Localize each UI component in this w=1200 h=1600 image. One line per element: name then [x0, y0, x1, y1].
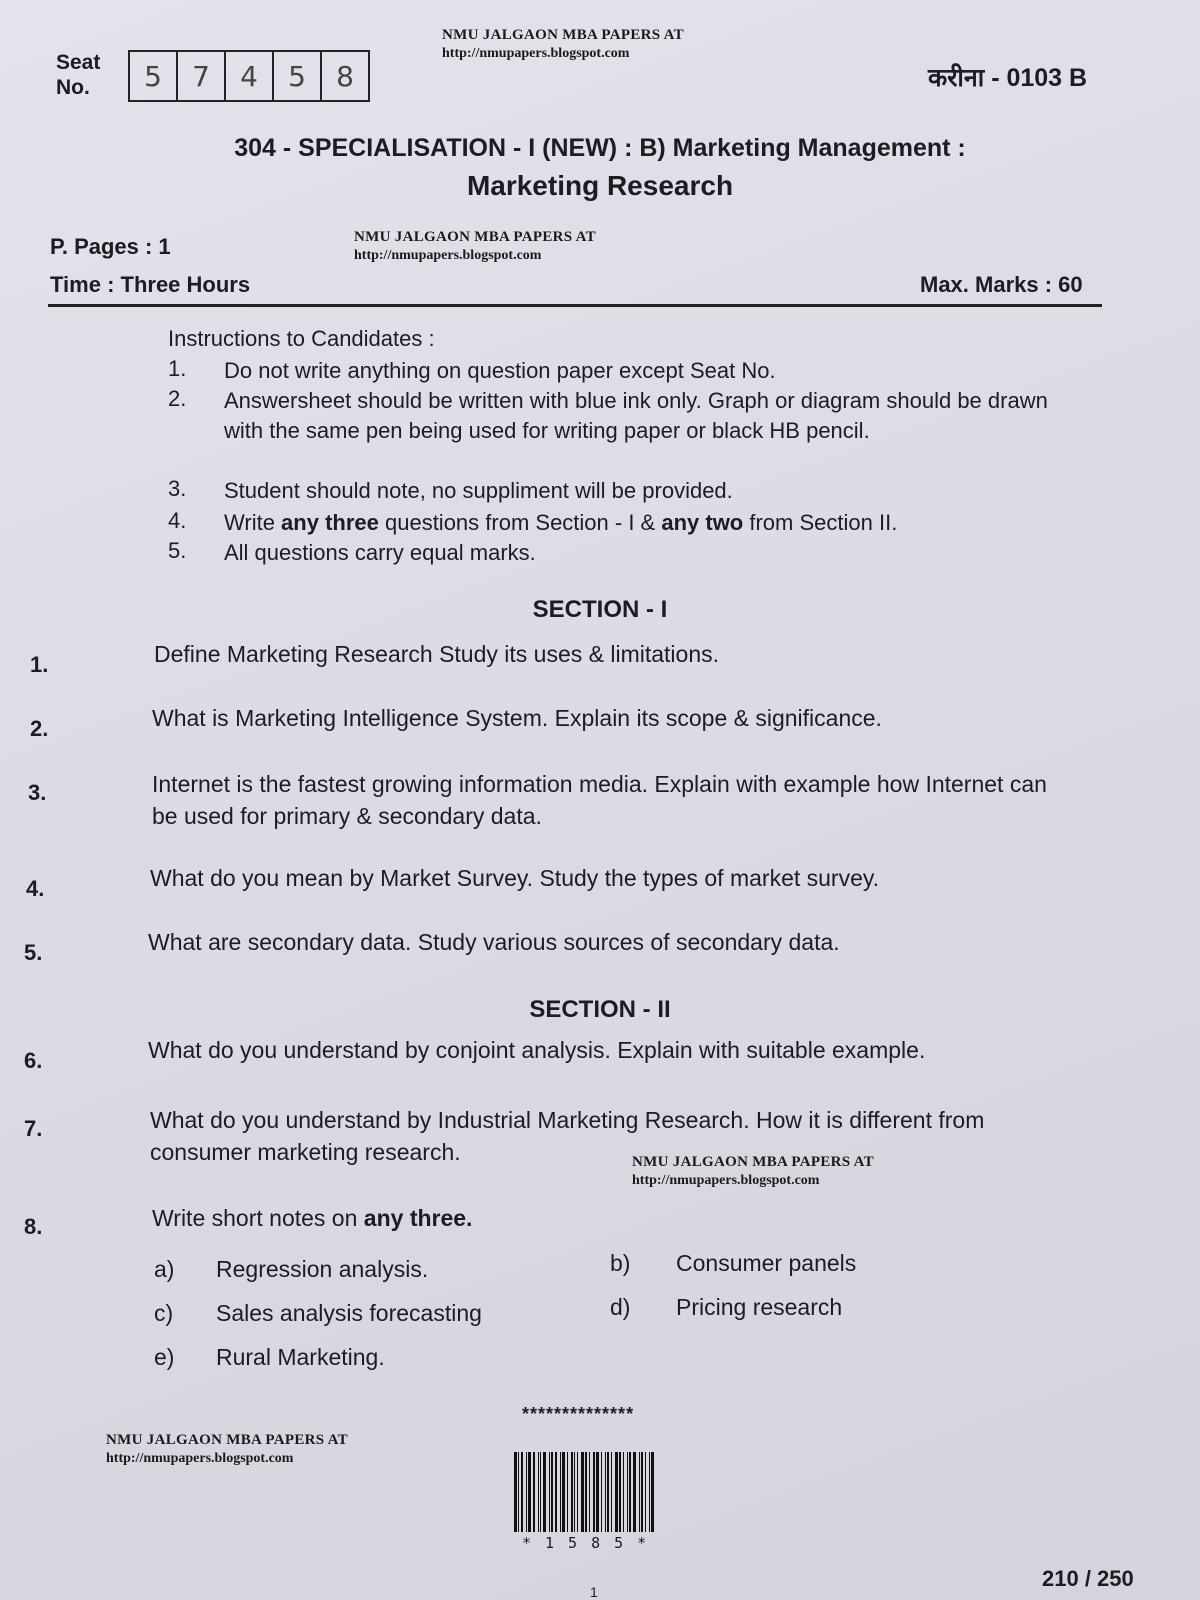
- watermark-url[interactable]: http://nmupapers.blogspot.com: [354, 247, 542, 263]
- instruction-number: 5.: [168, 538, 187, 563]
- watermark-bottom: [106, 1431, 348, 1467]
- option-item: [610, 1294, 842, 1321]
- barcode-bar: [615, 1452, 618, 1532]
- exam-time: Time : Three Hours: [50, 272, 251, 297]
- watermark-url[interactable]: http://nmupapers.blogspot.com: [442, 45, 630, 61]
- barcode-bar: [611, 1452, 612, 1532]
- question-number: 5.: [24, 940, 43, 965]
- barcode-bar: [589, 1452, 590, 1532]
- barcode-number: *1585*: [522, 1534, 661, 1552]
- watermark-top: [442, 26, 684, 62]
- barcode-bar: [601, 1452, 602, 1532]
- page-number: 1: [590, 1584, 598, 1600]
- instruction-text: [224, 508, 1124, 538]
- question-number: 4.: [26, 876, 45, 901]
- barcode-bar: [639, 1452, 640, 1532]
- option-item: [610, 1250, 856, 1277]
- barcode-bar: [577, 1452, 578, 1532]
- instruction-number: 4.: [168, 508, 187, 533]
- instruction-text: Answersheet should be written with blue ink only. Graph or diagram should be drawn with the same pen being used for writing paper or black HB pencil.: [224, 388, 1048, 443]
- barcode-bar: [551, 1452, 553, 1532]
- instruction-item: [168, 476, 1054, 506]
- instruction-item: [168, 386, 1054, 445]
- instructions-heading: Instructions to Candidates :: [168, 326, 435, 351]
- paper-count: 210 / 250: [1042, 1566, 1134, 1591]
- barcode-bar: [567, 1452, 568, 1532]
- seat-digit: 5: [274, 52, 322, 100]
- seat-label: [56, 50, 100, 100]
- seat-label-line2: No.: [56, 76, 90, 100]
- watermark-url[interactable]: http://nmupapers.blogspot.com: [106, 1450, 294, 1466]
- barcode-bar: [543, 1452, 546, 1532]
- barcode-bar: [623, 1452, 624, 1532]
- barcode-bar: [526, 1452, 527, 1532]
- option-letter: e): [154, 1344, 175, 1370]
- barcode-bar: [596, 1452, 599, 1532]
- question-text: What do you understand by conjoint analysis. Explain with suitable example.: [148, 1037, 926, 1063]
- watermark-title: NMU JALGAON MBA PAPERS AT: [106, 1432, 348, 1448]
- watermark-mid: [354, 228, 596, 264]
- watermark-title: NMU JALGAON MBA PAPERS AT: [632, 1154, 874, 1170]
- barcode-bar: [533, 1452, 535, 1532]
- barcode-bar: [581, 1452, 584, 1532]
- barcode-bar: [571, 1452, 573, 1532]
- barcode-bar: [555, 1452, 557, 1532]
- instruction-text: Student should note, no suppliment will be provided.: [224, 478, 733, 503]
- question-number: 2.: [30, 716, 49, 741]
- page-count: P. Pages : 1: [50, 234, 171, 259]
- instruction-text-part: Write: [224, 510, 282, 535]
- paper-title: 304 - SPECIALISATION - I (NEW) : B) Marketing Management :: [234, 134, 966, 162]
- option-letter: b): [610, 1250, 631, 1276]
- question-text: What are secondary data. Study various sources of secondary data.: [148, 929, 840, 955]
- instruction-number: 3.: [168, 476, 187, 501]
- paper-code: करीना - 0103 B: [928, 64, 1088, 92]
- barcode-bar: [619, 1452, 621, 1532]
- question-text: Define Marketing Research Study its uses & limitations.: [154, 641, 720, 667]
- instruction-item: [168, 356, 1054, 386]
- barcode-bar: [538, 1452, 539, 1532]
- barcode-bar: [528, 1452, 531, 1532]
- question-number: 1.: [30, 652, 49, 677]
- barcode-bar: [605, 1452, 606, 1532]
- barcode-bar: [562, 1452, 565, 1532]
- question-text: What do you understand by Industrial Marketing Research. How it is different from consumer marketing research.: [150, 1107, 985, 1166]
- option-item: [154, 1256, 428, 1283]
- barcode-bar: [574, 1452, 575, 1532]
- seat-digit: 4: [226, 52, 274, 100]
- instruction-number: 2.: [168, 386, 187, 411]
- question-text-part: Write short notes on: [152, 1205, 364, 1231]
- max-marks: Max. Marks : 60: [920, 272, 1083, 297]
- option-item: [154, 1344, 385, 1371]
- barcode-bar: [645, 1452, 646, 1532]
- section-1-heading: SECTION - I: [532, 596, 668, 623]
- barcode-bar: [651, 1452, 654, 1532]
- question-emphasis: any three.: [363, 1205, 473, 1231]
- question-number: 8.: [24, 1214, 43, 1239]
- option-text: Rural Marketing.: [216, 1344, 385, 1370]
- instruction-text-part: from Section II.: [743, 510, 898, 535]
- barcode-bar: [607, 1452, 609, 1532]
- question-text: [152, 1202, 1072, 1234]
- barcode-bar: [641, 1452, 643, 1532]
- option-text: Consumer panels: [676, 1250, 857, 1276]
- instruction-item: [168, 538, 1054, 568]
- barcode-bar: [560, 1452, 561, 1532]
- seat-label-line1: Seat: [56, 51, 101, 74]
- instruction-number: 1.: [168, 356, 187, 381]
- barcode-bar: [627, 1452, 628, 1532]
- seat-digit: 8: [336, 59, 354, 93]
- barcode-bar: [521, 1452, 523, 1532]
- option-letter: a): [154, 1256, 175, 1282]
- barcode-bar: [514, 1452, 517, 1532]
- question-text: Internet is the fastest growing information media. Explain with example how Internet can be used for primary & secondary data.: [152, 771, 1047, 830]
- seat-digit: 7: [178, 52, 226, 100]
- seat-digit: 5: [130, 52, 178, 100]
- question-number: 3.: [28, 780, 47, 805]
- question-text: What do you mean by Market Survey. Study the types of market survey.: [150, 865, 880, 891]
- question-number: 6.: [24, 1048, 43, 1073]
- barcode-bar: [633, 1452, 636, 1532]
- barcode-bar: [593, 1452, 595, 1532]
- watermark-title: NMU JALGAON MBA PAPERS AT: [354, 229, 596, 245]
- instruction-text: Do not write anything on question paper except Seat No.: [224, 358, 776, 383]
- barcode-bar: [649, 1452, 650, 1532]
- watermark-title: NMU JALGAON MBA PAPERS AT: [442, 27, 684, 43]
- end-stars: **************: [522, 1404, 635, 1424]
- option-item: [154, 1300, 482, 1327]
- barcode-bar: [585, 1452, 587, 1532]
- question-text: What is Marketing Intelligence System. Explain its scope & significance.: [152, 705, 882, 731]
- option-text: Regression analysis.: [216, 1256, 429, 1282]
- option-letter: c): [154, 1300, 174, 1326]
- section-2-heading: SECTION - II: [529, 996, 671, 1023]
- barcode-bar: [540, 1452, 541, 1532]
- option-text: Sales analysis forecasting: [216, 1300, 482, 1326]
- barcode-bar: [629, 1452, 631, 1532]
- option-text: Pricing research: [676, 1294, 843, 1320]
- header-divider: [48, 304, 1102, 307]
- instruction-emphasis: any two: [661, 510, 744, 535]
- instruction-item: [168, 508, 1124, 538]
- instruction-text: All questions carry equal marks.: [224, 540, 536, 565]
- instruction-text-part: questions from Section - I &: [378, 510, 662, 535]
- question-number: 7.: [24, 1116, 43, 1141]
- barcode-bar: [549, 1452, 550, 1532]
- seat-number-box: [128, 50, 370, 102]
- instruction-emphasis: any three: [281, 510, 379, 535]
- barcode-bar: [518, 1452, 519, 1532]
- barcode: [514, 1452, 656, 1532]
- paper-subtitle: Marketing Research: [466, 170, 734, 201]
- option-letter: d): [610, 1294, 631, 1320]
- watermark-url[interactable]: http://nmupapers.blogspot.com: [632, 1172, 820, 1188]
